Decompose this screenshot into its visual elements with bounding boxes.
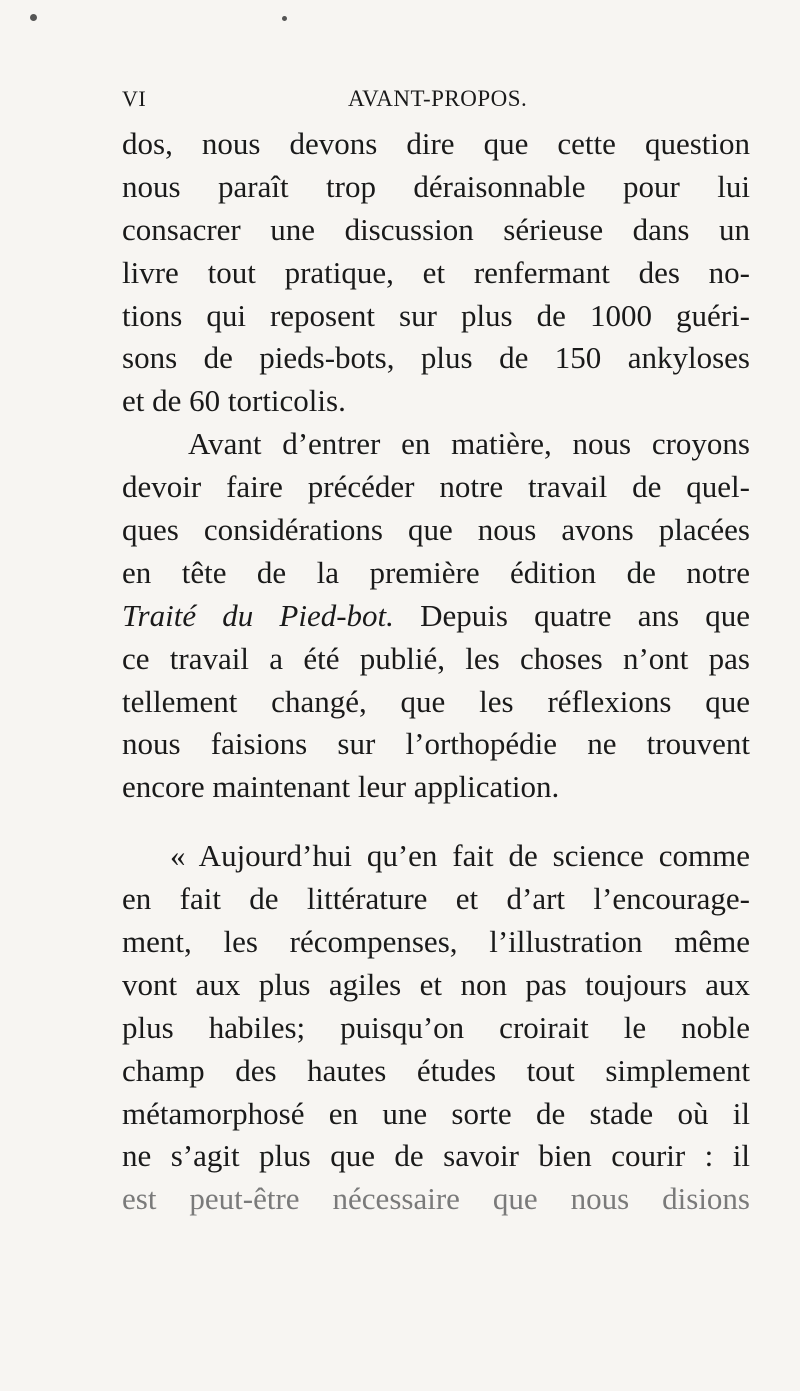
page-header: [122, 86, 730, 116]
text-line: nous paraît trop déraisonnable pour lui: [122, 168, 750, 204]
text-line: ce travail a été publié, les choses n’ont pas: [122, 640, 750, 676]
text-line: ques considérations que nous avons placées: [122, 512, 750, 548]
text-line: encore maintenant leur application.: [122, 769, 560, 805]
running-head: AVANT-PROPOS.: [348, 86, 528, 111]
text-line: en tête de la première édition de notre: [122, 554, 750, 590]
text-line: Avant d’entrer en matière, nous croyons: [188, 426, 750, 462]
text-line: consacrer une discussion sérieuse dans un: [122, 211, 750, 247]
text-line: sons de pieds-bots, plus de 150 ankyloses: [122, 340, 750, 376]
paragraph-2: [122, 423, 750, 809]
book-title: Traité du Pied-bot.: [122, 597, 394, 633]
text-line-rest: Depuis quatre ans que: [393, 597, 750, 633]
text-line: ne s’agit plus que de savoir bien courir : il: [122, 1138, 750, 1174]
text-line: « Aujourd’hui qu’en fait de science comme: [170, 838, 750, 874]
text-line: tions qui reposent sur plus de 1000 guéri-: [122, 297, 750, 333]
paragraph-gap: [122, 809, 750, 835]
print-speck: [30, 14, 37, 21]
text-line: en fait de littérature et d’art l’encourage-: [122, 881, 750, 917]
text-line: et de 60 torticolis.: [122, 383, 346, 419]
text-line: ment, les récompenses, l’illustration même: [122, 924, 750, 960]
text-line: plus habiles; puisqu’on croirait le noble: [122, 1009, 750, 1045]
text-line: métamorphosé en une sorte de stade où il: [122, 1095, 750, 1131]
text-line: [122, 595, 750, 638]
text-line: dos, nous devons dire que cette question: [122, 126, 750, 161]
text-line: champ des hautes études tout simplement: [122, 1052, 750, 1088]
text-line: vont aux plus agiles et non pas toujours aux: [122, 966, 750, 1002]
paragraph-1: [122, 123, 750, 423]
text-line: devoir faire précéder notre travail de quel-: [122, 469, 750, 505]
page-number: VI: [122, 86, 147, 111]
print-speck: [282, 16, 287, 21]
text-line: tellement changé, que les réflexions que: [122, 683, 750, 719]
text-line: livre tout pratique, et renfermant des no-: [122, 254, 750, 290]
text-line: est peut-être nécessaire que nous disions: [122, 1181, 750, 1217]
text-line: nous faisions sur l’orthopédie ne trouvent: [122, 726, 750, 762]
quotation: [122, 835, 750, 1221]
body-text: [122, 123, 750, 1221]
